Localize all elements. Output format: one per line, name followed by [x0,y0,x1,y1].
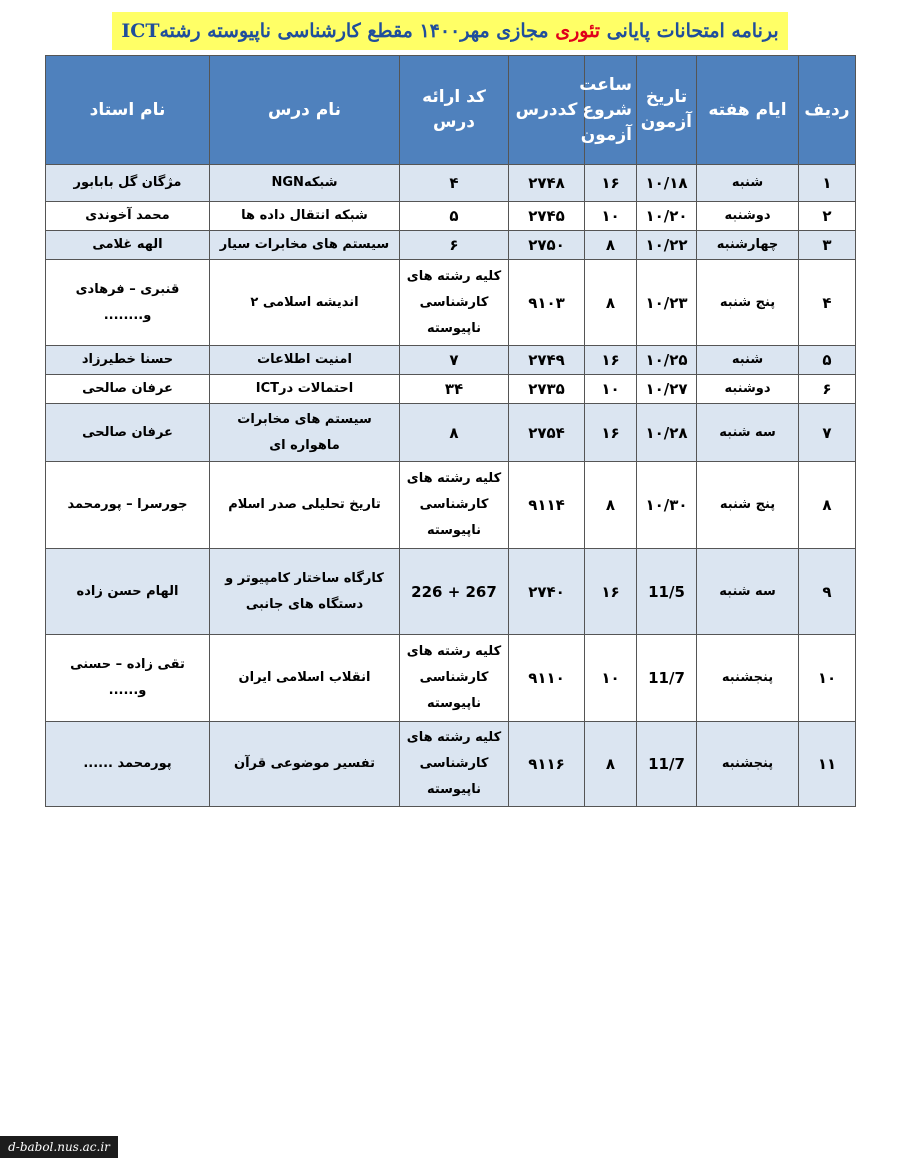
row-number: ۹ [799,549,856,635]
row-number: ۷ [799,404,856,462]
course-code: ۹۱۱۴ [509,462,585,549]
course-name: اندیشه اسلامی ۲ [210,260,400,346]
row-number: ۸ [799,462,856,549]
table-row [46,346,856,375]
offer-code: ۸ [400,404,509,462]
teacher-name: الهه غلامی [46,231,210,260]
offer-code: ۶ [400,231,509,260]
teacher-name: الهام حسن زاده [46,549,210,635]
exam-date: ۱۰/۲۰ [637,202,697,231]
header-weekday: ایام هفته [697,56,799,165]
teacher-name: پورمحمد ...... [46,722,210,807]
weekday: سه شنبه [697,404,799,462]
course-code: ۹۱۰۳ [509,260,585,346]
row-number: ۶ [799,375,856,404]
exam-date: ۱۰/۲۸ [637,404,697,462]
weekday: پنج شنبه [697,462,799,549]
offer-code: کلیه رشته های کارشناسی ناپیوسته [400,260,509,346]
teacher-name: عرفان صالحی [46,404,210,462]
teacher-name: محمد آخوندی [46,202,210,231]
course-name: سیستم های مخابرات سیار [210,231,400,260]
teacher-name: قنبری – فرهادی و........ [46,260,210,346]
exam-date: 11/5 [637,549,697,635]
header-offer-code: کد ارائه درس [400,56,509,165]
offer-code: 267 + 226 [400,549,509,635]
table-row [46,635,856,722]
weekday: پنجشنبه [697,722,799,807]
row-number: ۳ [799,231,856,260]
header-course-code: کددرس [509,56,585,165]
course-code: ۲۷۴۵ [509,202,585,231]
table-row [46,260,856,346]
course-name: سیستم های مخابرات ماهواره ای [210,404,400,462]
row-number: ۱ [799,165,856,202]
offer-code: ۷ [400,346,509,375]
header-course-name: نام درس [210,56,400,165]
course-code: ۲۷۳۵ [509,375,585,404]
course-name: تاریخ تحلیلی صدر اسلام [210,462,400,549]
table-row [46,231,856,260]
row-number: ۲ [799,202,856,231]
table-row [46,165,856,202]
offer-code: کلیه رشته های کارشناسی ناپیوسته [400,462,509,549]
weekday: شنبه [697,346,799,375]
offer-code: ۴ [400,165,509,202]
header-row-number: ردیف [799,56,856,165]
header-teacher-name: نام استاد [46,56,210,165]
course-code: ۲۷۵۴ [509,404,585,462]
teacher-name: عرفان صالحی [46,375,210,404]
start-time: ۱۶ [585,549,637,635]
exam-date: ۱۰/۳۰ [637,462,697,549]
table-row [46,549,856,635]
course-name: تفسیر موضوعی قرآن [210,722,400,807]
table-row [46,202,856,231]
header-exam-date: تاریخ آزمون [637,56,697,165]
start-time: ۸ [585,722,637,807]
start-time: ۱۶ [585,346,637,375]
exam-date: ۱۰/۱۸ [637,165,697,202]
start-time: ۱۶ [585,165,637,202]
weekday: سه شنبه [697,549,799,635]
start-time: ۸ [585,231,637,260]
exam-date: 11/7 [637,722,697,807]
course-code: ۹۱۱۰ [509,635,585,722]
teacher-name: تقی زاده – حسنی و...... [46,635,210,722]
course-name: کارگاه ساختار کامپیوتر و دستگاه های جانبی [210,549,400,635]
start-time: ۸ [585,260,637,346]
teacher-name: مژگان گل بابابور [46,165,210,202]
weekday: چهارشنبه [697,231,799,260]
title-text-highlight: تئوری [555,20,601,42]
weekday: شنبه [697,165,799,202]
exam-date: ۱۰/۲۲ [637,231,697,260]
offer-code: کلیه رشته های کارشناسی ناپیوسته [400,635,509,722]
exam-date: 11/7 [637,635,697,722]
table-row [46,462,856,549]
course-name: شبکه انتقال داده ها [210,202,400,231]
course-name: امنیت اطلاعات [210,346,400,375]
row-number: ۵ [799,346,856,375]
offer-code: ۳۴ [400,375,509,404]
weekday: دوشنبه [697,375,799,404]
course-code: ۹۱۱۶ [509,722,585,807]
weekday: دوشنبه [697,202,799,231]
weekday: پنج شنبه [697,260,799,346]
offer-code: ۵ [400,202,509,231]
exam-date: ۱۰/۲۳ [637,260,697,346]
start-time: ۱۶ [585,404,637,462]
start-time: ۱۰ [585,202,637,231]
table-row [46,404,856,462]
table-row [46,722,856,807]
exam-schedule-table [45,55,856,807]
course-code: ۲۷۴۸ [509,165,585,202]
header-start-time: ساعت شروع آزمون [585,56,637,165]
row-number: ۴ [799,260,856,346]
offer-code: کلیه رشته های کارشناسی ناپیوسته [400,722,509,807]
title-text-1: برنامه امتحانات پایانی [600,20,779,42]
teacher-name: جورسرا – پورمحمد [46,462,210,549]
weekday: پنجشنبه [697,635,799,722]
row-number: ۱۱ [799,722,856,807]
course-code: ۲۷۵۰ [509,231,585,260]
teacher-name: حسنا خطیرزاد [46,346,210,375]
exam-date: ۱۰/۲۷ [637,375,697,404]
start-time: ۱۰ [585,375,637,404]
header-row [46,56,856,165]
row-number: ۱۰ [799,635,856,722]
course-code: ۲۷۴۰ [509,549,585,635]
course-name: انقلاب اسلامی ایران [210,635,400,722]
course-code: ۲۷۴۹ [509,346,585,375]
page-title [112,12,788,50]
start-time: ۸ [585,462,637,549]
title-text-2: مجازی مهر۱۴۰۰ مقطع کارشناسی ناپیوسته رشتهICT [121,20,556,42]
course-name: احتمالات درICT [210,375,400,404]
exam-date: ۱۰/۲۵ [637,346,697,375]
start-time: ۱۰ [585,635,637,722]
site-url-label: d-babol.nus.ac.ir [0,1136,118,1158]
table-row [46,375,856,404]
course-name: شبکهNGN [210,165,400,202]
